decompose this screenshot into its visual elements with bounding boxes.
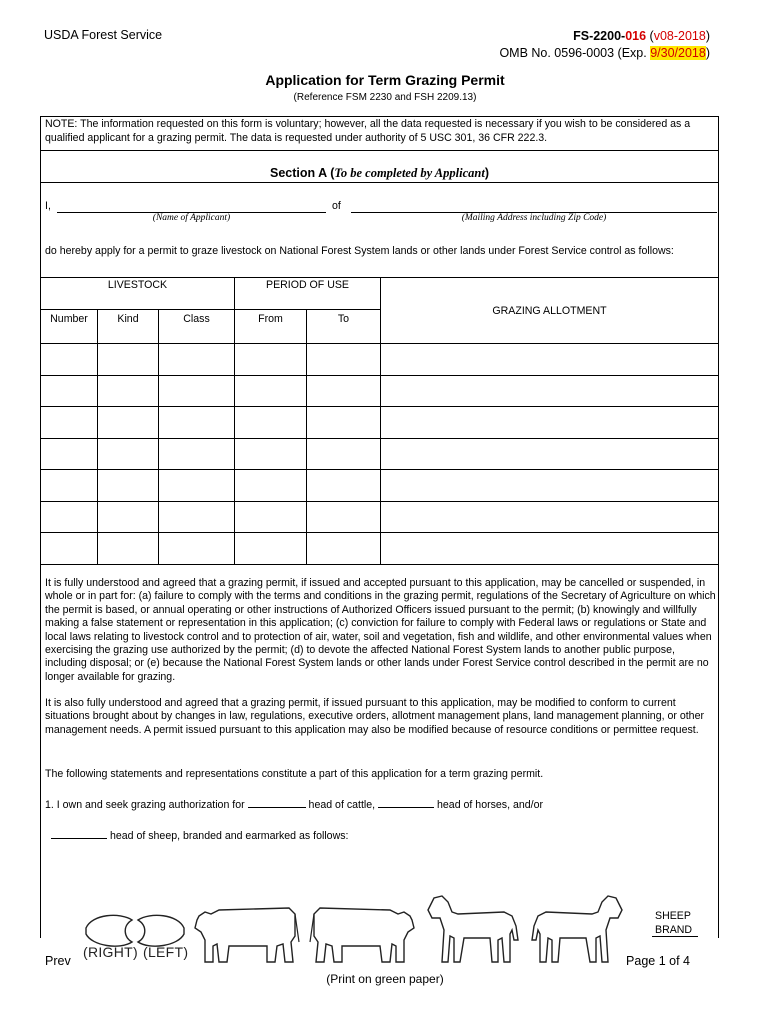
- allotment-cell[interactable]: [381, 344, 719, 376]
- cow-left-side-icon: [193, 902, 301, 964]
- horse-count-field[interactable]: [378, 807, 434, 808]
- to-cell[interactable]: [307, 344, 381, 376]
- divider: [40, 150, 719, 151]
- table-row: [41, 438, 719, 470]
- section-a-instruction: To be completed by Applicant: [334, 166, 485, 180]
- column-header-to: To: [307, 310, 381, 344]
- sheep-brand-line2: BRAND: [655, 923, 693, 936]
- sheep-brand-line1: SHEEP: [655, 910, 691, 922]
- kind-cell[interactable]: [98, 438, 159, 470]
- sheep-count-field[interactable]: [51, 838, 107, 839]
- omb-number: OMB No. 0596-0003 (Exp.: [499, 46, 651, 60]
- version-open: (: [646, 29, 654, 43]
- sheep-brand-label: [655, 910, 692, 937]
- allotment-cell[interactable]: [381, 407, 719, 439]
- privacy-note: NOTE: The information requested on this form is voluntary; however, all the data requested is necessary if you wish to be considered as a qualified applicant for a grazing permit. The data is requested under authority of 5 USC 301, 36 CFR 222.3.: [45, 118, 691, 144]
- table-row: [41, 501, 719, 533]
- horse-left-side-icon: [424, 890, 520, 964]
- print-instruction: (Print on green paper): [326, 972, 444, 986]
- kind-cell[interactable]: [98, 470, 159, 502]
- statements-intro: The following statements and representations constitute a part of this application for a term grazing permit.: [45, 768, 544, 780]
- column-header-kind: Kind: [98, 310, 159, 344]
- allotment-cell[interactable]: [381, 470, 719, 502]
- address-caption: (Mailing Address including Zip Code): [461, 213, 607, 223]
- divider: [40, 182, 719, 183]
- from-cell[interactable]: [235, 407, 307, 439]
- class-cell[interactable]: [159, 501, 235, 533]
- kind-cell[interactable]: [98, 407, 159, 439]
- livestock-group-header: LIVESTOCK: [41, 278, 235, 310]
- kind-cell[interactable]: [98, 501, 159, 533]
- horses-label: head of horses, and/or: [437, 799, 544, 811]
- version-close: ): [705, 29, 710, 43]
- table-row: [41, 533, 719, 565]
- i-label: I,: [45, 200, 51, 212]
- number-cell[interactable]: [41, 407, 98, 439]
- from-cell[interactable]: [235, 501, 307, 533]
- apply-statement: do hereby apply for a permit to graze livestock on National Forest System lands or other lands under Forest Service control as follows:: [45, 245, 674, 257]
- from-cell[interactable]: [235, 375, 307, 407]
- cattle-count-field[interactable]: [248, 807, 306, 808]
- of-label: of: [332, 200, 341, 212]
- table-row: [41, 407, 719, 439]
- kind-cell[interactable]: [98, 375, 159, 407]
- section-a-label: Section A (: [270, 166, 335, 180]
- item-1-prefix: 1. I own and seek grazing authorization for: [45, 799, 245, 811]
- table-row: [41, 470, 719, 502]
- grazing-allotment-header: GRAZING ALLOTMENT: [381, 278, 719, 344]
- horse-right-side-icon: [530, 890, 626, 964]
- modification-terms: It is also fully understood and agreed that a grazing permit, if issued pursuant to this application, may be modified to conform to current situations brought about by changes in law, regulations, executive orders, allotment management plans, land management planning, or other management needs. A permit issued pursuant to this application may also be modified because of resource conditions or permittee request.: [45, 697, 704, 736]
- allotment-cell[interactable]: [381, 438, 719, 470]
- sheep-label: head of sheep, branded and earmarked as follows:: [109, 830, 349, 842]
- livestock-rows: [41, 344, 719, 565]
- form-number-line: [499, 28, 710, 45]
- agency-name: USDA Forest Service: [44, 28, 163, 42]
- number-cell[interactable]: [41, 501, 98, 533]
- to-cell[interactable]: [307, 438, 381, 470]
- livestock-table: [40, 277, 719, 565]
- number-cell[interactable]: [41, 470, 98, 502]
- form-title: Application for Term Grazing Permit: [265, 72, 505, 88]
- page-number: Page 1 of 4: [626, 954, 690, 968]
- period-of-use-header: PERIOD OF USE: [235, 278, 381, 310]
- from-cell[interactable]: [235, 533, 307, 565]
- form-subtitle: (Reference FSM 2230 and FSH 2209.13): [293, 92, 477, 103]
- number-cell[interactable]: [41, 438, 98, 470]
- table-row: [41, 344, 719, 376]
- from-cell[interactable]: [235, 470, 307, 502]
- column-header-class: Class: [159, 310, 235, 344]
- number-cell[interactable]: [41, 533, 98, 565]
- form-identifier: [499, 28, 710, 62]
- form-number-prefix: FS-2200-: [573, 29, 626, 43]
- section-a-heading: [40, 166, 719, 181]
- previous-edition-note: Prev: [45, 954, 71, 968]
- allotment-cell[interactable]: [381, 501, 719, 533]
- to-cell[interactable]: [307, 407, 381, 439]
- class-cell[interactable]: [159, 407, 235, 439]
- cattle-label: head of cattle,: [308, 799, 376, 811]
- to-cell[interactable]: [307, 470, 381, 502]
- cancellation-terms: It is fully understood and agreed that a grazing permit, if issued and accepted pursuant to this application, may be cancelled or suspended, in whole or in part for: (a) failure to comply with the terms and conditions in the grazing permit, regulations of the Secretary of Agriculture on which the permit is based, or annual operating or other instructions of Authorized Officers issued pursuant to the permit; (b) knowingly and willfully making a false statement or representation in this application; (c) conviction for failure to comply with Federal laws or regulations or State and local laws relating to livestock control and to protection of air, water, soil and vegetation, fish and wildlife, and other environmental values when exercising the grazing use authorized by the permit; (d) to devote the affected National Forest System lands to another public purpose, including disposal; or (e) because the National Forest System lands or other lands under Forest Service control described in the permit are no longer available for grazing.: [45, 577, 716, 683]
- number-cell[interactable]: [41, 375, 98, 407]
- allotment-cell[interactable]: [381, 533, 719, 565]
- class-cell[interactable]: [159, 344, 235, 376]
- number-cell[interactable]: [41, 344, 98, 376]
- left-ear-label: (LEFT): [143, 944, 189, 960]
- to-cell[interactable]: [307, 375, 381, 407]
- omb-expiry-date: 9/30/2018: [650, 46, 706, 60]
- table-row: [41, 375, 719, 407]
- class-cell[interactable]: [159, 470, 235, 502]
- from-cell[interactable]: [235, 344, 307, 376]
- allotment-cell[interactable]: [381, 375, 719, 407]
- cow-right-side-icon: [308, 902, 416, 964]
- kind-cell[interactable]: [98, 533, 159, 565]
- form-number-suffix: 016: [625, 29, 647, 43]
- omb-close: ): [705, 46, 710, 60]
- form-version: v08-2018: [653, 29, 706, 43]
- to-cell[interactable]: [307, 501, 381, 533]
- kind-cell[interactable]: [98, 344, 159, 376]
- class-cell[interactable]: [159, 438, 235, 470]
- right-ear-label: (RIGHT): [83, 944, 138, 960]
- to-cell[interactable]: [307, 533, 381, 565]
- class-cell[interactable]: [159, 375, 235, 407]
- sheep-brand-underline: [652, 936, 698, 937]
- column-header-number: Number: [41, 310, 98, 344]
- class-cell[interactable]: [159, 533, 235, 565]
- column-header-from: From: [235, 310, 307, 344]
- name-caption: (Name of Applicant): [152, 213, 231, 223]
- item-1-line: [45, 799, 543, 812]
- from-cell[interactable]: [235, 438, 307, 470]
- omb-line: [499, 45, 710, 62]
- item-1-sheep-line: [51, 830, 348, 843]
- section-a-close: ): [484, 166, 489, 180]
